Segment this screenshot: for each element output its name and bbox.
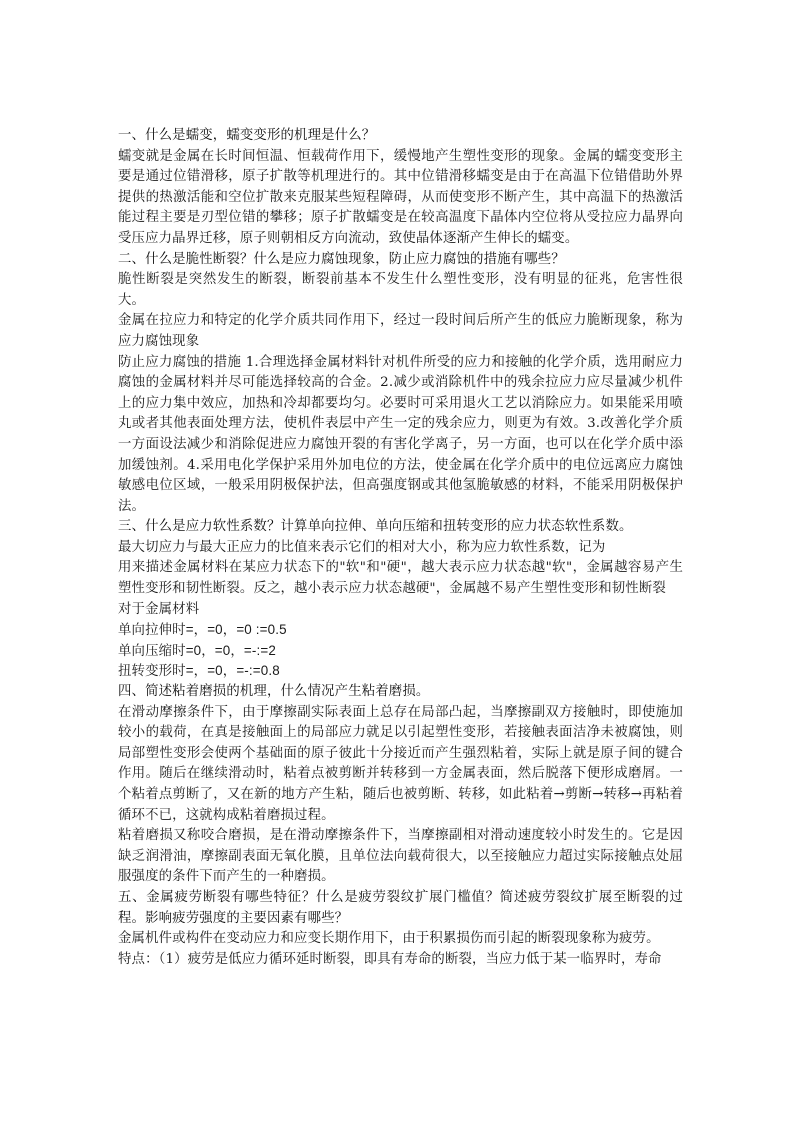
adhesive-wear-conditions-paragraph: 粘着磨损又称咬合磨损，是在滑动摩擦条件下，当摩擦副相对滑动速度较小时发生的。它是因缺乏润滑油，摩擦副表面无氧化膜，且单位法向载荷很大，以至接触应力超过实际接触点处屈服强度的条件下而产生的一种磨损。 bbox=[118, 828, 683, 885]
document-page bbox=[118, 126, 683, 970]
adhesive-wear-mechanism-paragraph: 在滑动摩擦条件下，由于摩擦副实际表面上总存在局部凸起，当摩擦副双方接触时，即使施加较小的载荷，在真是接触面上的局部应力就足以引起塑性变形，若接触表面洁净未被腐蚀，则局部塑性变形会使两个基础面的原子彼此十分接近而产生强烈粘着，实际上就是原子间的键合作用。随后在继续滑动时，粘着点被剪断并转移到一方金属表面，然后脱落下便形成磨屑。一个粘着点剪断了，又在新的地方产生粘，随后也被剪断、转移，如此粘着→剪断→转移→再粘着循环不已，这就构成粘着磨损过程。 bbox=[118, 704, 683, 823]
fatigue-definition-paragraph: 金属机件或构件在变动应力和应变长期作用下，由于积累损伤而引起的断裂现象称为疲劳。 bbox=[118, 931, 660, 947]
brittle-fracture-paragraph: 脆性断裂是突然发生的断裂，断裂前基本不发生什么塑性变形，没有明显的征兆，危害性很大。 bbox=[118, 272, 683, 308]
corrosion-prevention-paragraph: 防止应力腐蚀的措施 1.合理选择金属材料针对机件所受的应力和接触的化学介质，选用耐应力腐蚀的金属材料并尽可能选择较高的合金。2.减少或消除机件中的残余拉应力应尽量减少机件上的应力集中效应，加热和冷却都要均匀。必要时可采用退火工艺以消除应力。如果能采用喷丸或者其他表面处理方法，使机件表层中产生一定的残余应力，则更为有效。3.改善化学介质一方面设法减少和消除促进应力腐蚀开裂的有害化学离子，另一方面，也可以在化学介质中添加缓蚀剂。4.采用电化学保护采用外加电位的方法，使金属在化学介质中的电位远离应力腐蚀敏感电位区域，一般采用阴极保护法，但高强度钢或其他氢脆敏感的材料，不能采用阴极保护法。 bbox=[118, 354, 683, 514]
section-2-heading: 二、什么是脆性断裂？什么是应力腐蚀现象，防止应力腐蚀的措施有哪些？ bbox=[118, 251, 565, 267]
uniaxial-tension-formula: 单向拉伸时=，=0，=0 :=0.5 bbox=[118, 622, 287, 638]
section-1-heading: 一、什么是蠕变，蠕变变形的机理是什么？ bbox=[118, 128, 376, 143]
metal-materials-label: 对于金属材料 bbox=[118, 601, 200, 617]
torsion-formula: 扭转变形时=，=0，=-:=0.8 bbox=[118, 663, 280, 679]
section-3-heading: 三、什么是应力软性系数？计算单向拉伸、单向压缩和扭转变形的应力状态软性系数。 bbox=[118, 519, 633, 535]
stress-corrosion-paragraph: 金属在拉应力和特定的化学介质共同作用下，经过一段时间后所产生的低应力脆断现象，称为应力腐蚀现象 bbox=[118, 313, 683, 349]
section-4-heading: 四、简述粘着磨损的机理，什么情况产生粘着磨损。 bbox=[118, 684, 430, 700]
fatigue-features-paragraph: 特点：（1）疲劳是低应力循环延时断裂，即具有寿命的断裂，当应力低于某一临界时，寿命 bbox=[118, 951, 662, 967]
softness-coefficient-definition: 最大切应力与最大正应力的比值来表示它们的相对大小，称为应力软性系数，记为 bbox=[118, 539, 606, 555]
creep-definition-paragraph: 蠕变就是金属在长时间恒温、恒载荷作用下，缓慢地产生塑性变形的现象。金属的蠕变变形主要是通过位错滑移，原子扩散等机理进行的。其中位错滑移蠕变是由于在高温下位错借助外界提供的热激活能和空位扩散来克服某些短程障碍，从而使变形不断产生，其中高温下的热激活能过程主要是刃型位错的攀移；原子扩散蠕变是在较高温度下晶体内空位将从受拉应力晶界向受压应力晶界迁移，原子则朝相反方向流动，致使晶体逐渐产生伸长的蠕变。 bbox=[118, 148, 683, 246]
section-5-heading: 五、金属疲劳断裂有哪些特征？什么是疲劳裂纹扩展门槛值？简述疲劳裂纹扩展至断裂的过程。影响疲劳强度的主要因素有哪些？ bbox=[118, 889, 683, 926]
softness-coefficient-usage: 用来描述金属材料在某应力状态下的"软"和"硬"，越大表示应力状态越"软"，金属越容易产生塑性变形和韧性断裂。反之，越小表示应力状态越硬"，金属越不易产生塑性变形和韧性断裂 bbox=[118, 560, 683, 597]
uniaxial-compression-formula: 单向压缩时=0，=0，=-:=2 bbox=[118, 642, 276, 658]
